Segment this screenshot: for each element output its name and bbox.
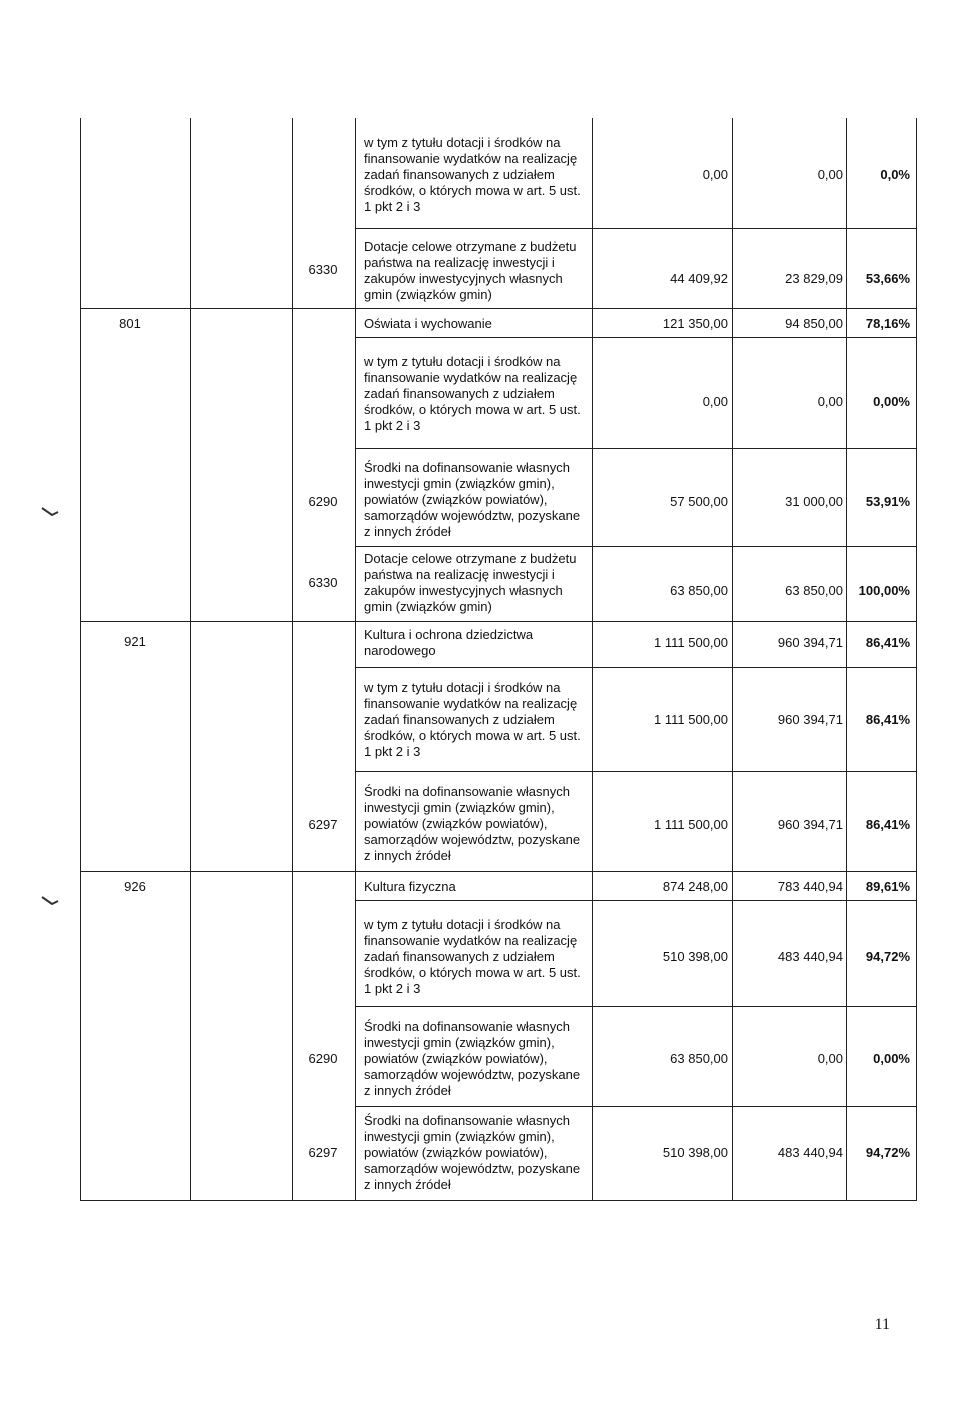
row-percent-value: 78,16% bbox=[865, 316, 910, 331]
grid-line bbox=[355, 771, 917, 772]
row-description: Dotacje celowe otrzymane z budżetu państwa na realizację inwestycji i zakupów inwestycyjnych własnych gmin (związków gmin) bbox=[364, 551, 577, 614]
grid-line bbox=[355, 667, 917, 668]
row-plan-value: 1 111 500,00 bbox=[654, 817, 728, 832]
row-percent-value: 86,41% bbox=[865, 817, 910, 832]
row-section-code: 921 bbox=[124, 634, 146, 649]
row-percent-value: 94,72% bbox=[865, 949, 910, 964]
page-number: 11 bbox=[874, 1316, 890, 1333]
row-percent-value: 86,41% bbox=[865, 635, 910, 650]
row-execution-value: 0,00 bbox=[817, 394, 843, 409]
row-description: w tym z tytułu dotacji i środków na finansowanie wydatków na realizację zadań finansowanych z udziałem środków, o których mowa w art. 5 ust. 1 pkt 2 i 3 bbox=[364, 354, 581, 433]
row-percent-value: 53,91% bbox=[865, 494, 910, 509]
row-description: w tym z tytułu dotacji i środków na finansowanie wydatków na realizację zadań finansowanych z udziałem środków, o których mowa w art. 5 ust. 1 pkt 2 i 3 bbox=[364, 680, 581, 759]
row-description: Środki na dofinansowanie własnych inwestycji gmin (związków gmin), powiatów (związków powiatów), samorządów województw, pozyskane z innych źródeł bbox=[364, 460, 581, 539]
row-plan-value: 44 409,92 bbox=[670, 271, 728, 286]
row-description: Dotacje celowe otrzymane z budżetu państwa na realizację inwestycji i zakupów inwestycyjnych własnych gmin (związków gmin) bbox=[364, 239, 577, 302]
row-execution-value: 960 394,71 bbox=[777, 635, 843, 650]
grid-line bbox=[732, 118, 733, 1200]
grid-line bbox=[80, 1200, 917, 1201]
row-percent-value: 94,72% bbox=[865, 1145, 910, 1160]
row-plan-value: 63 850,00 bbox=[670, 1051, 728, 1066]
scan-mark-icon bbox=[40, 504, 60, 518]
row-description: Kultura fizyczna bbox=[364, 879, 456, 894]
row-section-code: 801 bbox=[119, 316, 141, 331]
row-description: w tym z tytułu dotacji i środków na finansowanie wydatków na realizację zadań finansowanych z udziałem środków, o których mowa w art. 5 ust. 1 pkt 2 i 3 bbox=[364, 917, 581, 996]
grid-line bbox=[80, 118, 81, 1200]
row-plan-value: 0,00 bbox=[702, 167, 728, 182]
row-description: Kultura i ochrona dziedzictwa narodowego bbox=[364, 627, 534, 658]
row-execution-value: 0,00 bbox=[817, 167, 843, 182]
grid-line bbox=[355, 448, 917, 449]
row-execution-value: 783 440,94 bbox=[777, 879, 843, 894]
row-execution-value: 960 394,71 bbox=[777, 817, 843, 832]
row-plan-value: 510 398,00 bbox=[662, 1145, 728, 1160]
row-execution-value: 63 850,00 bbox=[785, 583, 843, 598]
row-plan-value: 0,00 bbox=[702, 394, 728, 409]
row-percent-value: 89,61% bbox=[865, 879, 910, 894]
grid-line bbox=[355, 900, 917, 901]
row-execution-value: 960 394,71 bbox=[777, 712, 843, 727]
grid-line bbox=[916, 118, 917, 1200]
row-description: Środki na dofinansowanie własnych inwestycji gmin (związków gmin), powiatów (związków powiatów), samorządów województw, pozyskane z innych źródeł bbox=[364, 1019, 581, 1098]
row-percent-value: 0,00% bbox=[873, 394, 910, 409]
row-paragraph-code: 6290 bbox=[308, 1051, 338, 1066]
row-execution-value: 0,00 bbox=[817, 1051, 843, 1066]
grid-line bbox=[190, 118, 191, 1200]
grid-line bbox=[355, 228, 917, 229]
row-percent-value: 53,66% bbox=[865, 271, 910, 286]
row-description: Środki na dofinansowanie własnych inwestycji gmin (związków gmin), powiatów (związków powiatów), samorządów województw, pozyskane z innych źródeł bbox=[364, 1113, 581, 1192]
grid-line bbox=[355, 337, 917, 338]
grid-line bbox=[355, 1106, 917, 1107]
row-execution-value: 94 850,00 bbox=[785, 316, 843, 331]
grid-line bbox=[80, 621, 917, 622]
row-description: w tym z tytułu dotacji i środków na finansowanie wydatków na realizację zadań finansowanych z udziałem środków, o których mowa w art. 5 ust. 1 pkt 2 i 3 bbox=[364, 135, 581, 214]
scan-mark-icon bbox=[40, 893, 60, 907]
row-paragraph-code: 6330 bbox=[308, 575, 338, 590]
row-description: Środki na dofinansowanie własnych inwestycji gmin (związków gmin), powiatów (związków powiatów), samorządów województw, pozyskane z innych źródeł bbox=[364, 784, 581, 863]
row-plan-value: 874 248,00 bbox=[662, 879, 728, 894]
row-plan-value: 63 850,00 bbox=[670, 583, 728, 598]
row-plan-value: 57 500,00 bbox=[670, 494, 728, 509]
row-execution-value: 23 829,09 bbox=[785, 271, 843, 286]
grid-line bbox=[355, 1006, 917, 1007]
row-percent-value: 100,00% bbox=[858, 583, 910, 598]
grid-line bbox=[292, 118, 293, 1200]
row-section-code: 926 bbox=[124, 879, 146, 894]
row-percent-value: 0,00% bbox=[873, 1051, 910, 1066]
row-paragraph-code: 6330 bbox=[308, 262, 338, 277]
row-plan-value: 1 111 500,00 bbox=[654, 635, 728, 650]
row-plan-value: 121 350,00 bbox=[662, 316, 728, 331]
grid-line bbox=[80, 871, 917, 872]
grid-line bbox=[355, 118, 356, 1200]
row-paragraph-code: 6297 bbox=[308, 1145, 338, 1160]
row-description: Oświata i wychowanie bbox=[364, 316, 492, 331]
row-paragraph-code: 6297 bbox=[308, 817, 338, 832]
row-plan-value: 510 398,00 bbox=[662, 949, 728, 964]
row-execution-value: 483 440,94 bbox=[777, 1145, 843, 1160]
grid-line bbox=[846, 118, 847, 1200]
row-plan-value: 1 111 500,00 bbox=[654, 712, 728, 727]
row-execution-value: 483 440,94 bbox=[777, 949, 843, 964]
row-paragraph-code: 6290 bbox=[308, 494, 338, 509]
grid-line bbox=[80, 308, 917, 309]
row-percent-value: 86,41% bbox=[865, 712, 910, 727]
grid-line bbox=[355, 546, 917, 547]
row-execution-value: 31 000,00 bbox=[785, 494, 843, 509]
row-percent-value: 0,0% bbox=[880, 167, 910, 182]
